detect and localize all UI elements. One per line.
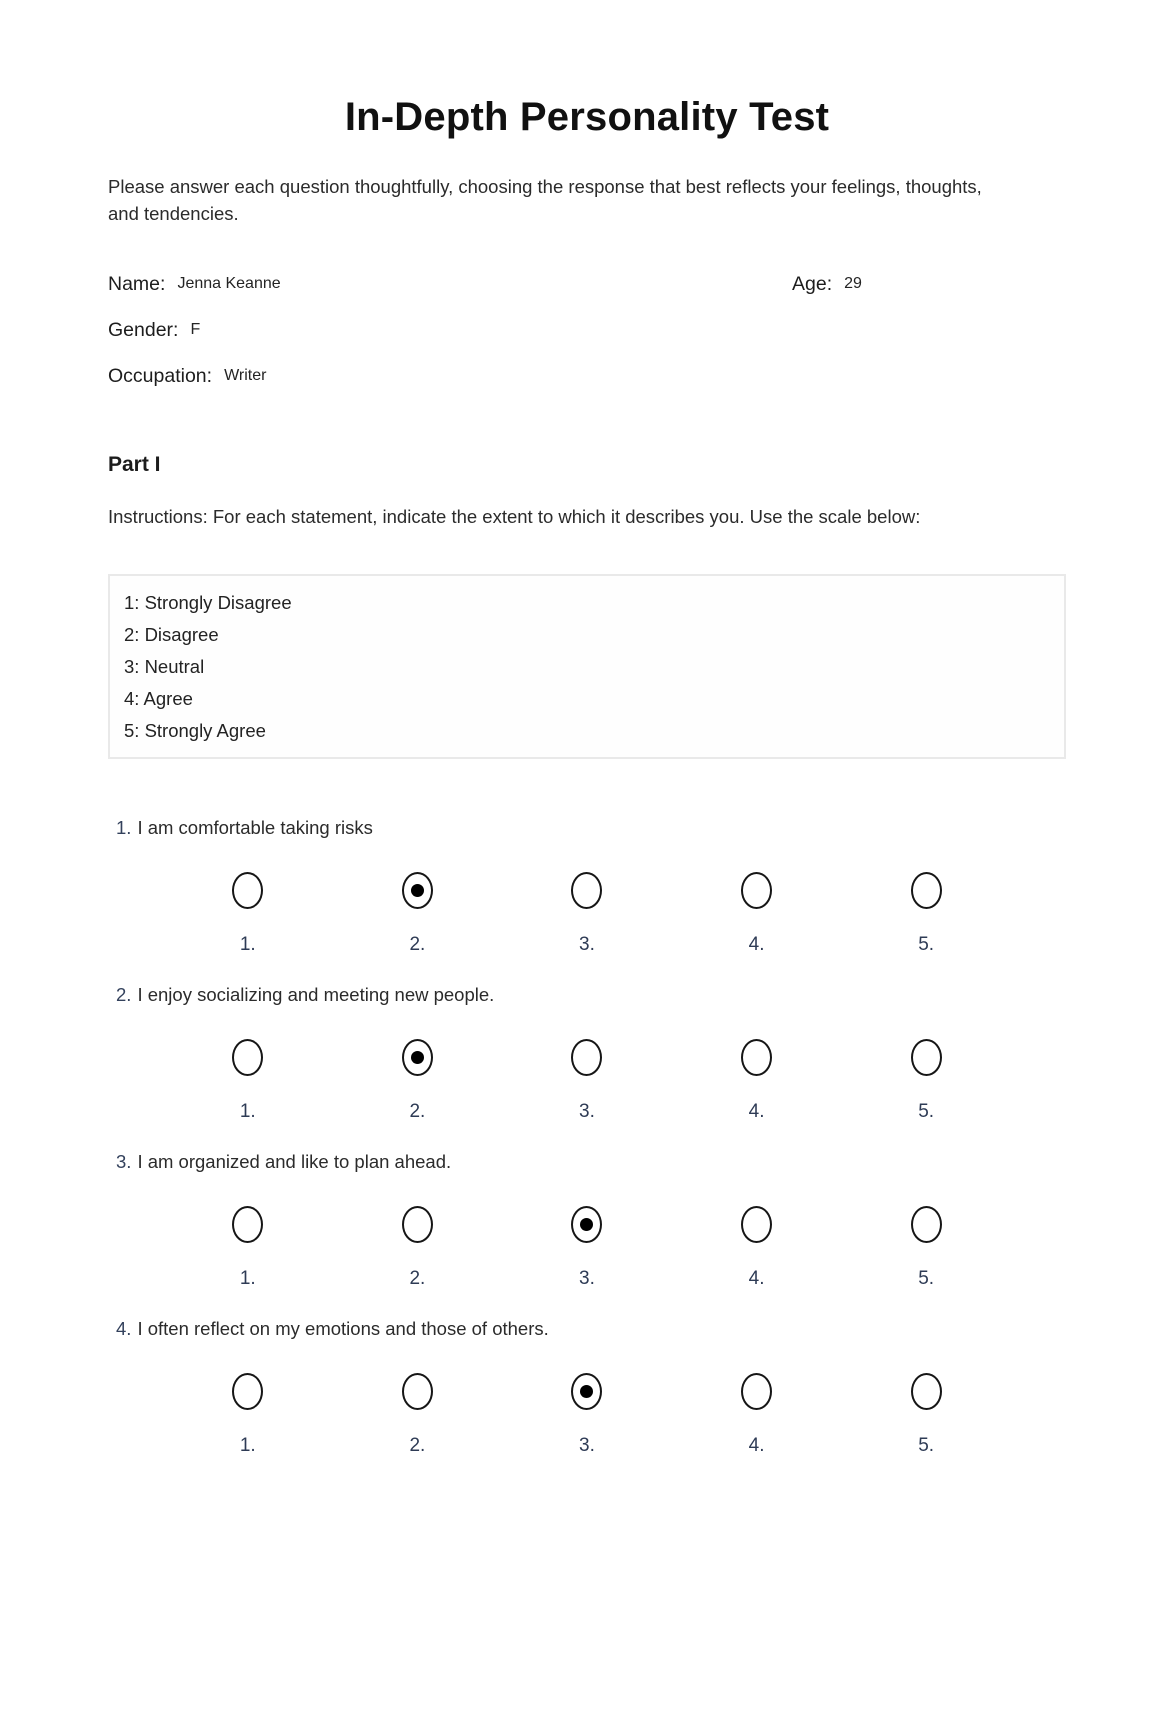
- option-5: [841, 1206, 1011, 1290]
- scale-line: 2: Disagree: [124, 624, 219, 645]
- option-1: [163, 872, 333, 956]
- radio-unselected-icon[interactable]: [571, 872, 602, 909]
- option-3: [502, 872, 672, 956]
- radio-unselected-icon[interactable]: [232, 872, 263, 909]
- question-3: [108, 1151, 1066, 1290]
- option-4: [672, 1206, 842, 1290]
- rating-options: [163, 1039, 1011, 1123]
- rating-options: [163, 1373, 1011, 1457]
- radio-selected-icon[interactable]: [571, 1206, 602, 1243]
- intro-text: Please answer each question thoughtfully, choosing the response that best reflects your feelings, thoughts, and tendencies.: [108, 176, 982, 224]
- scale-line: 1: Strongly Disagree: [124, 592, 292, 613]
- option-4: [672, 1373, 842, 1457]
- personality-test-document: [0, 95, 1176, 1457]
- option-label: 1.: [239, 1435, 256, 1456]
- question-number: 2.: [116, 984, 132, 1005]
- option-label: 4.: [748, 934, 765, 955]
- option-label: 1.: [239, 934, 256, 955]
- radio-unselected-icon[interactable]: [402, 1206, 433, 1243]
- option-label: 5.: [918, 1268, 935, 1289]
- question-number: 1.: [116, 817, 132, 838]
- age-field[interactable]: 29: [844, 275, 862, 292]
- question-text: [116, 984, 1066, 1005]
- option-4: [672, 1039, 842, 1123]
- rating-options: [163, 1206, 1011, 1290]
- option-label: 2.: [409, 934, 426, 955]
- gender-row: [108, 319, 1066, 345]
- option-label: 3.: [579, 1268, 595, 1289]
- option-3: [502, 1206, 672, 1290]
- radio-unselected-icon[interactable]: [741, 1373, 772, 1410]
- option-label: 2.: [409, 1268, 426, 1289]
- rating-scale-legend: [108, 574, 1066, 759]
- radio-unselected-icon[interactable]: [232, 1373, 263, 1410]
- scale-line: 5: Strongly Agree: [124, 720, 266, 741]
- part1-heading: Part I: [108, 453, 161, 476]
- radio-unselected-icon[interactable]: [911, 1206, 942, 1243]
- radio-unselected-icon[interactable]: [402, 1373, 433, 1410]
- radio-selected-icon[interactable]: [402, 872, 433, 909]
- option-3: [502, 1039, 672, 1123]
- radio-unselected-icon[interactable]: [911, 872, 942, 909]
- radio-unselected-icon[interactable]: [911, 1039, 942, 1076]
- option-label: 5.: [918, 1101, 935, 1122]
- radio-unselected-icon[interactable]: [741, 1039, 772, 1076]
- radio-unselected-icon[interactable]: [911, 1373, 942, 1410]
- option-2: [333, 1039, 503, 1123]
- occupation-row: [108, 365, 1066, 391]
- option-label: 4.: [748, 1101, 765, 1122]
- option-label: 4.: [748, 1435, 765, 1456]
- gender-label: Gender:: [108, 319, 179, 341]
- name-age-row: [108, 273, 1066, 299]
- option-label: 2.: [409, 1435, 426, 1456]
- name-field[interactable]: Jenna Keanne: [177, 275, 281, 292]
- question-number: 3.: [116, 1151, 132, 1172]
- age-group: [792, 273, 862, 296]
- option-label: 3.: [579, 934, 595, 955]
- questions-section: [108, 817, 1066, 1457]
- option-label: 3.: [579, 1435, 595, 1456]
- option-label: 1.: [239, 1268, 256, 1289]
- option-label: 3.: [579, 1101, 595, 1122]
- question-statement: I am comfortable taking risks: [137, 817, 373, 838]
- radio-unselected-icon[interactable]: [741, 1206, 772, 1243]
- question-number: 4.: [116, 1318, 132, 1339]
- option-2: [333, 1206, 503, 1290]
- radio-unselected-icon[interactable]: [571, 1039, 602, 1076]
- question-text: [116, 1151, 1066, 1172]
- question-text: [116, 1318, 1066, 1339]
- option-label: 2.: [409, 1101, 426, 1122]
- question-statement: I enjoy socializing and meeting new people.: [137, 984, 495, 1005]
- question-1: [108, 817, 1066, 956]
- scale-line: 4: Agree: [124, 688, 193, 709]
- option-1: [163, 1206, 333, 1290]
- option-5: [841, 1039, 1011, 1123]
- page-title: In-Depth Personality Test: [344, 95, 830, 139]
- option-label: 5.: [918, 934, 935, 955]
- option-1: [163, 1373, 333, 1457]
- name-label: Name:: [108, 273, 166, 295]
- occupation-label: Occupation:: [108, 365, 213, 387]
- option-label: 1.: [239, 1101, 256, 1122]
- question-statement: I am organized and like to plan ahead.: [137, 1151, 452, 1172]
- radio-unselected-icon[interactable]: [232, 1206, 263, 1243]
- option-label: 4.: [748, 1268, 765, 1289]
- option-5: [841, 872, 1011, 956]
- option-3: [502, 1373, 672, 1457]
- question-statement: I often reflect on my emotions and those of others.: [137, 1318, 549, 1339]
- radio-unselected-icon[interactable]: [232, 1039, 263, 1076]
- occupation-field[interactable]: Writer: [224, 367, 267, 384]
- option-5: [841, 1373, 1011, 1457]
- option-label: 5.: [918, 1435, 935, 1456]
- question-4: [108, 1318, 1066, 1457]
- question-text: [116, 817, 1066, 838]
- part1-instructions: Instructions: For each statement, indicate the extent to which it describes you. Use the scale below:: [108, 506, 921, 527]
- question-2: [108, 984, 1066, 1123]
- option-2: [333, 1373, 503, 1457]
- age-label: Age:: [792, 273, 833, 295]
- scale-line: 3: Neutral: [124, 656, 205, 677]
- radio-unselected-icon[interactable]: [741, 872, 772, 909]
- rating-options: [163, 872, 1011, 956]
- radio-selected-icon[interactable]: [571, 1373, 602, 1410]
- option-1: [163, 1039, 333, 1123]
- option-2: [333, 872, 503, 956]
- option-4: [672, 872, 842, 956]
- demographics-section: [108, 273, 1066, 391]
- radio-selected-icon[interactable]: [402, 1039, 433, 1076]
- gender-field[interactable]: F: [190, 321, 201, 338]
